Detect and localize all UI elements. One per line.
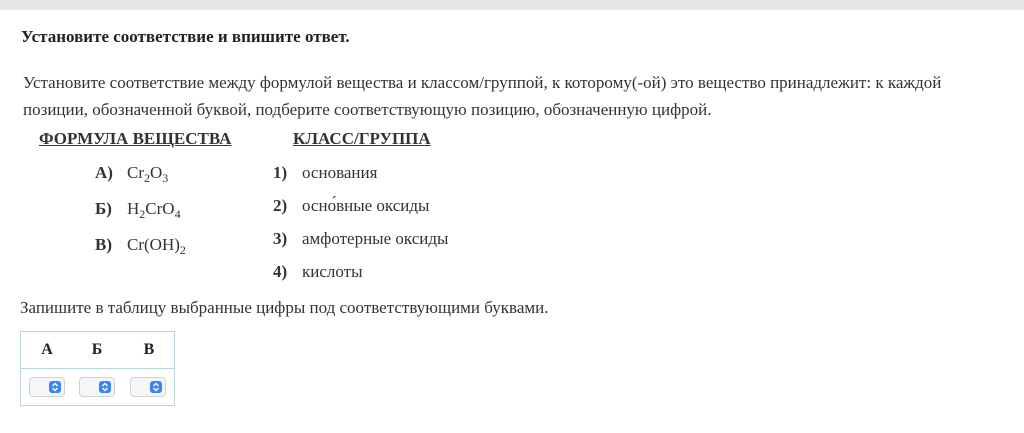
class-item-4 [273, 262, 363, 282]
class-label: 3) [273, 229, 288, 248]
select-arrows-icon [49, 381, 61, 393]
formula-item-a [95, 163, 168, 183]
task-title: Установите соответствие и впишите ответ. [21, 27, 350, 46]
class-text: амфотерные оксиды [302, 229, 449, 248]
formula-column-header: ФОРМУЛА ВЕЩЕСТВА [39, 129, 232, 148]
class-label: 1) [273, 163, 288, 182]
class-label: 2) [273, 196, 288, 215]
formula-item-b [95, 199, 181, 219]
task-description: Установите соответствие между формулой вещества и классом/группой, к которому(-ой) это вещество принадлежит: к каждой позиции, обозначенной буквой, подберите соответствующую позицию, обозначенную цифрой. [23, 73, 942, 119]
class-item-1 [273, 163, 377, 183]
formula-label: А) [95, 163, 113, 182]
answer-header-a: А [41, 341, 53, 358]
answer-header-b: Б [91, 341, 103, 358]
answer-instruction: Запишите в таблицу выбранные цифры под соответствующими буквами. [20, 298, 549, 317]
answer-select-v[interactable] [130, 377, 166, 397]
select-arrows-icon [99, 381, 111, 393]
class-text: осно́вные оксиды [302, 196, 430, 215]
formula-item-v [95, 235, 186, 255]
formula-text: $H_2CrO_4$ [127, 199, 181, 221]
class-item-3 [273, 229, 448, 249]
table-divider [21, 368, 174, 369]
top-bar [0, 0, 1024, 10]
class-label: 4) [273, 262, 288, 281]
formula-text: $Cr_2O_3$ [127, 163, 169, 185]
class-column-header: КЛАСС/ГРУППА [293, 129, 431, 148]
answer-table [20, 331, 175, 406]
answer-select-b[interactable] [79, 377, 115, 397]
formula-text: $Cr(OH)_2$ [127, 235, 186, 257]
formula-label: Б) [95, 199, 112, 218]
formula-label: В) [95, 235, 112, 254]
class-text: кислоты [302, 262, 363, 281]
answer-header-v: В [143, 341, 155, 358]
select-arrows-icon [150, 381, 162, 393]
class-text: основания [302, 163, 378, 182]
class-item-2 [273, 196, 429, 216]
answer-select-a[interactable] [29, 377, 65, 397]
